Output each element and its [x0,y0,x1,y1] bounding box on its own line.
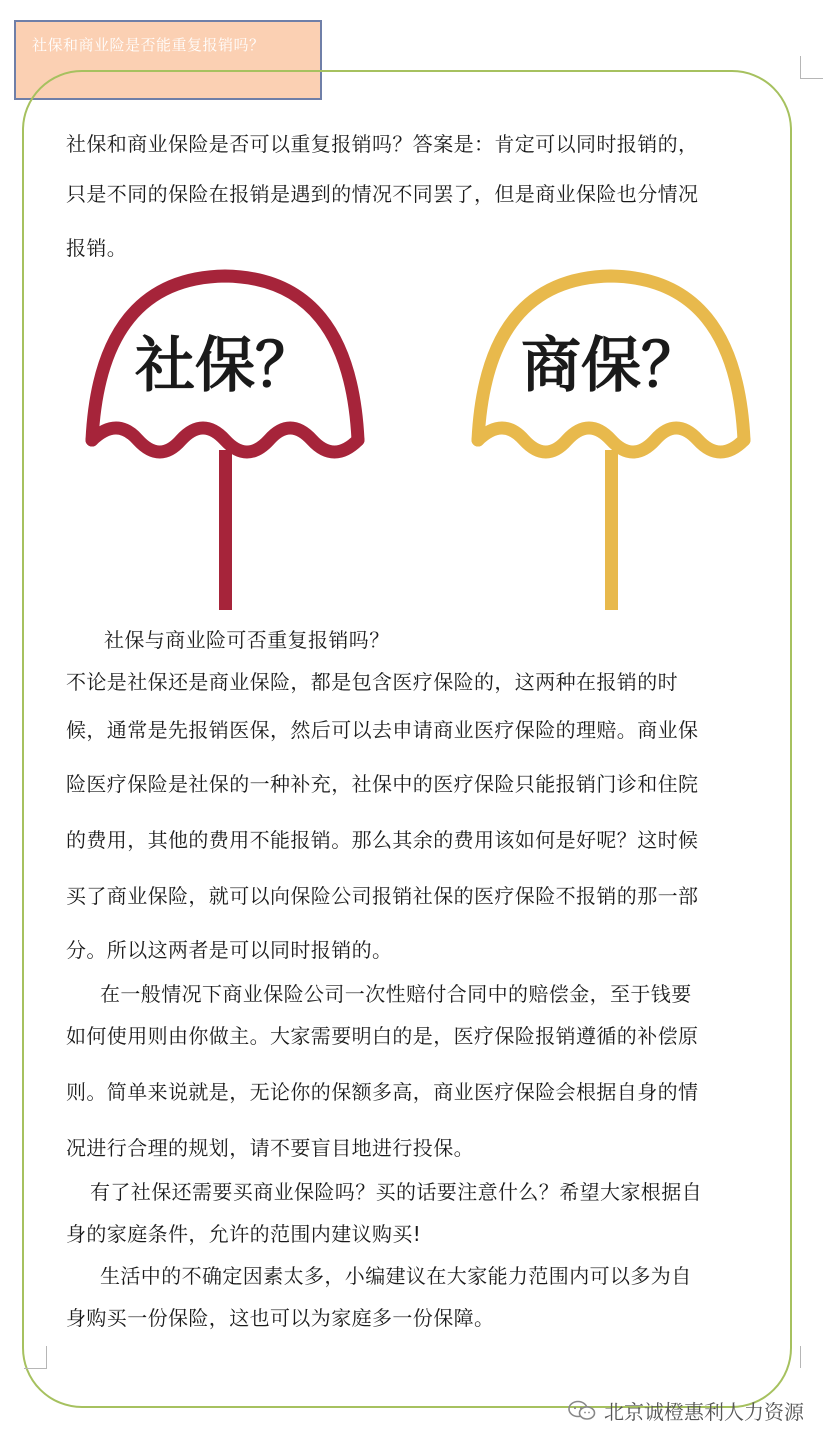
title-box-text: 社保和商业险是否能重复报销吗？ [32,36,265,54]
text-line: 身购买一份保险，这也可以为家庭多一份保障。 [66,1306,495,1330]
section-heading: 社保与商业险可否重复报销吗？ [104,628,390,652]
text-line: 身的家庭条件，允许的范围内建议购买! [66,1222,422,1246]
umbrella-shangbao-illustration [466,268,756,610]
text-line: 如何使用则由你做主。大家需要明白的是，医疗保险报销遵循的补偿原 [66,1024,699,1048]
text-line: 分。所以这两者是可以同时报销的。 [66,938,393,962]
text-line: 报销。 [66,236,128,260]
text-line: 只是不同的保险在报销是遇到的情况不同罢了，但是商业保险也分情况 [66,182,699,206]
corner-mark-bottom-left [24,1346,47,1369]
text-line: 社保和商业保险是否可以重复报销吗？答案是：肯定可以同时报销的， [66,132,699,156]
text-line: 候，通常是先报销医保，然后可以去申请商业医疗保险的理赔。商业保 [66,718,699,742]
umbrella-label-shebao: 社保？ [135,331,315,401]
text-line: 险医疗保险是社保的一种补充，社保中的医疗保险只能报销门诊和住院 [66,772,699,796]
source-name: 北京诚橙惠利人力资源 [604,1400,804,1424]
source-watermark [568,1396,804,1425]
corner-mark-top-right [800,56,823,79]
text-line: 的费用，其他的费用不能报销。那么其余的费用该如何是好呢？这时候 [66,828,699,852]
umbrella-handle [219,450,232,610]
umbrella-label-shangbao: 商保？ [521,331,701,401]
text-line: 则。简单来说就是，无论你的保额多高，商业医疗保险会根据自身的情 [66,1080,699,1104]
wechat-icon [568,1400,596,1422]
text-line: 买了商业保险，就可以向保险公司报销社保的医疗保险不报销的那一部 [66,884,699,908]
umbrella-handle [605,450,618,610]
text-line: 有了社保还需要买商业保险吗？买的话要注意什么？希望大家根据自 [90,1180,702,1204]
text-line: 况进行合理的规划，请不要盲目地进行投保。 [66,1136,474,1160]
corner-mark-bottom-right [800,1346,823,1368]
text-line: 不论是社保还是商业保险，都是包含医疗保险的，这两种在报销的时 [66,670,678,694]
umbrella-shebao-illustration [80,268,370,610]
text-line: 在一般情况下商业保险公司一次性赔付合同中的赔偿金，至于钱要 [100,982,692,1006]
text-line: 生活中的不确定因素太多，小编建议在大家能力范围内可以多为自 [100,1264,692,1288]
